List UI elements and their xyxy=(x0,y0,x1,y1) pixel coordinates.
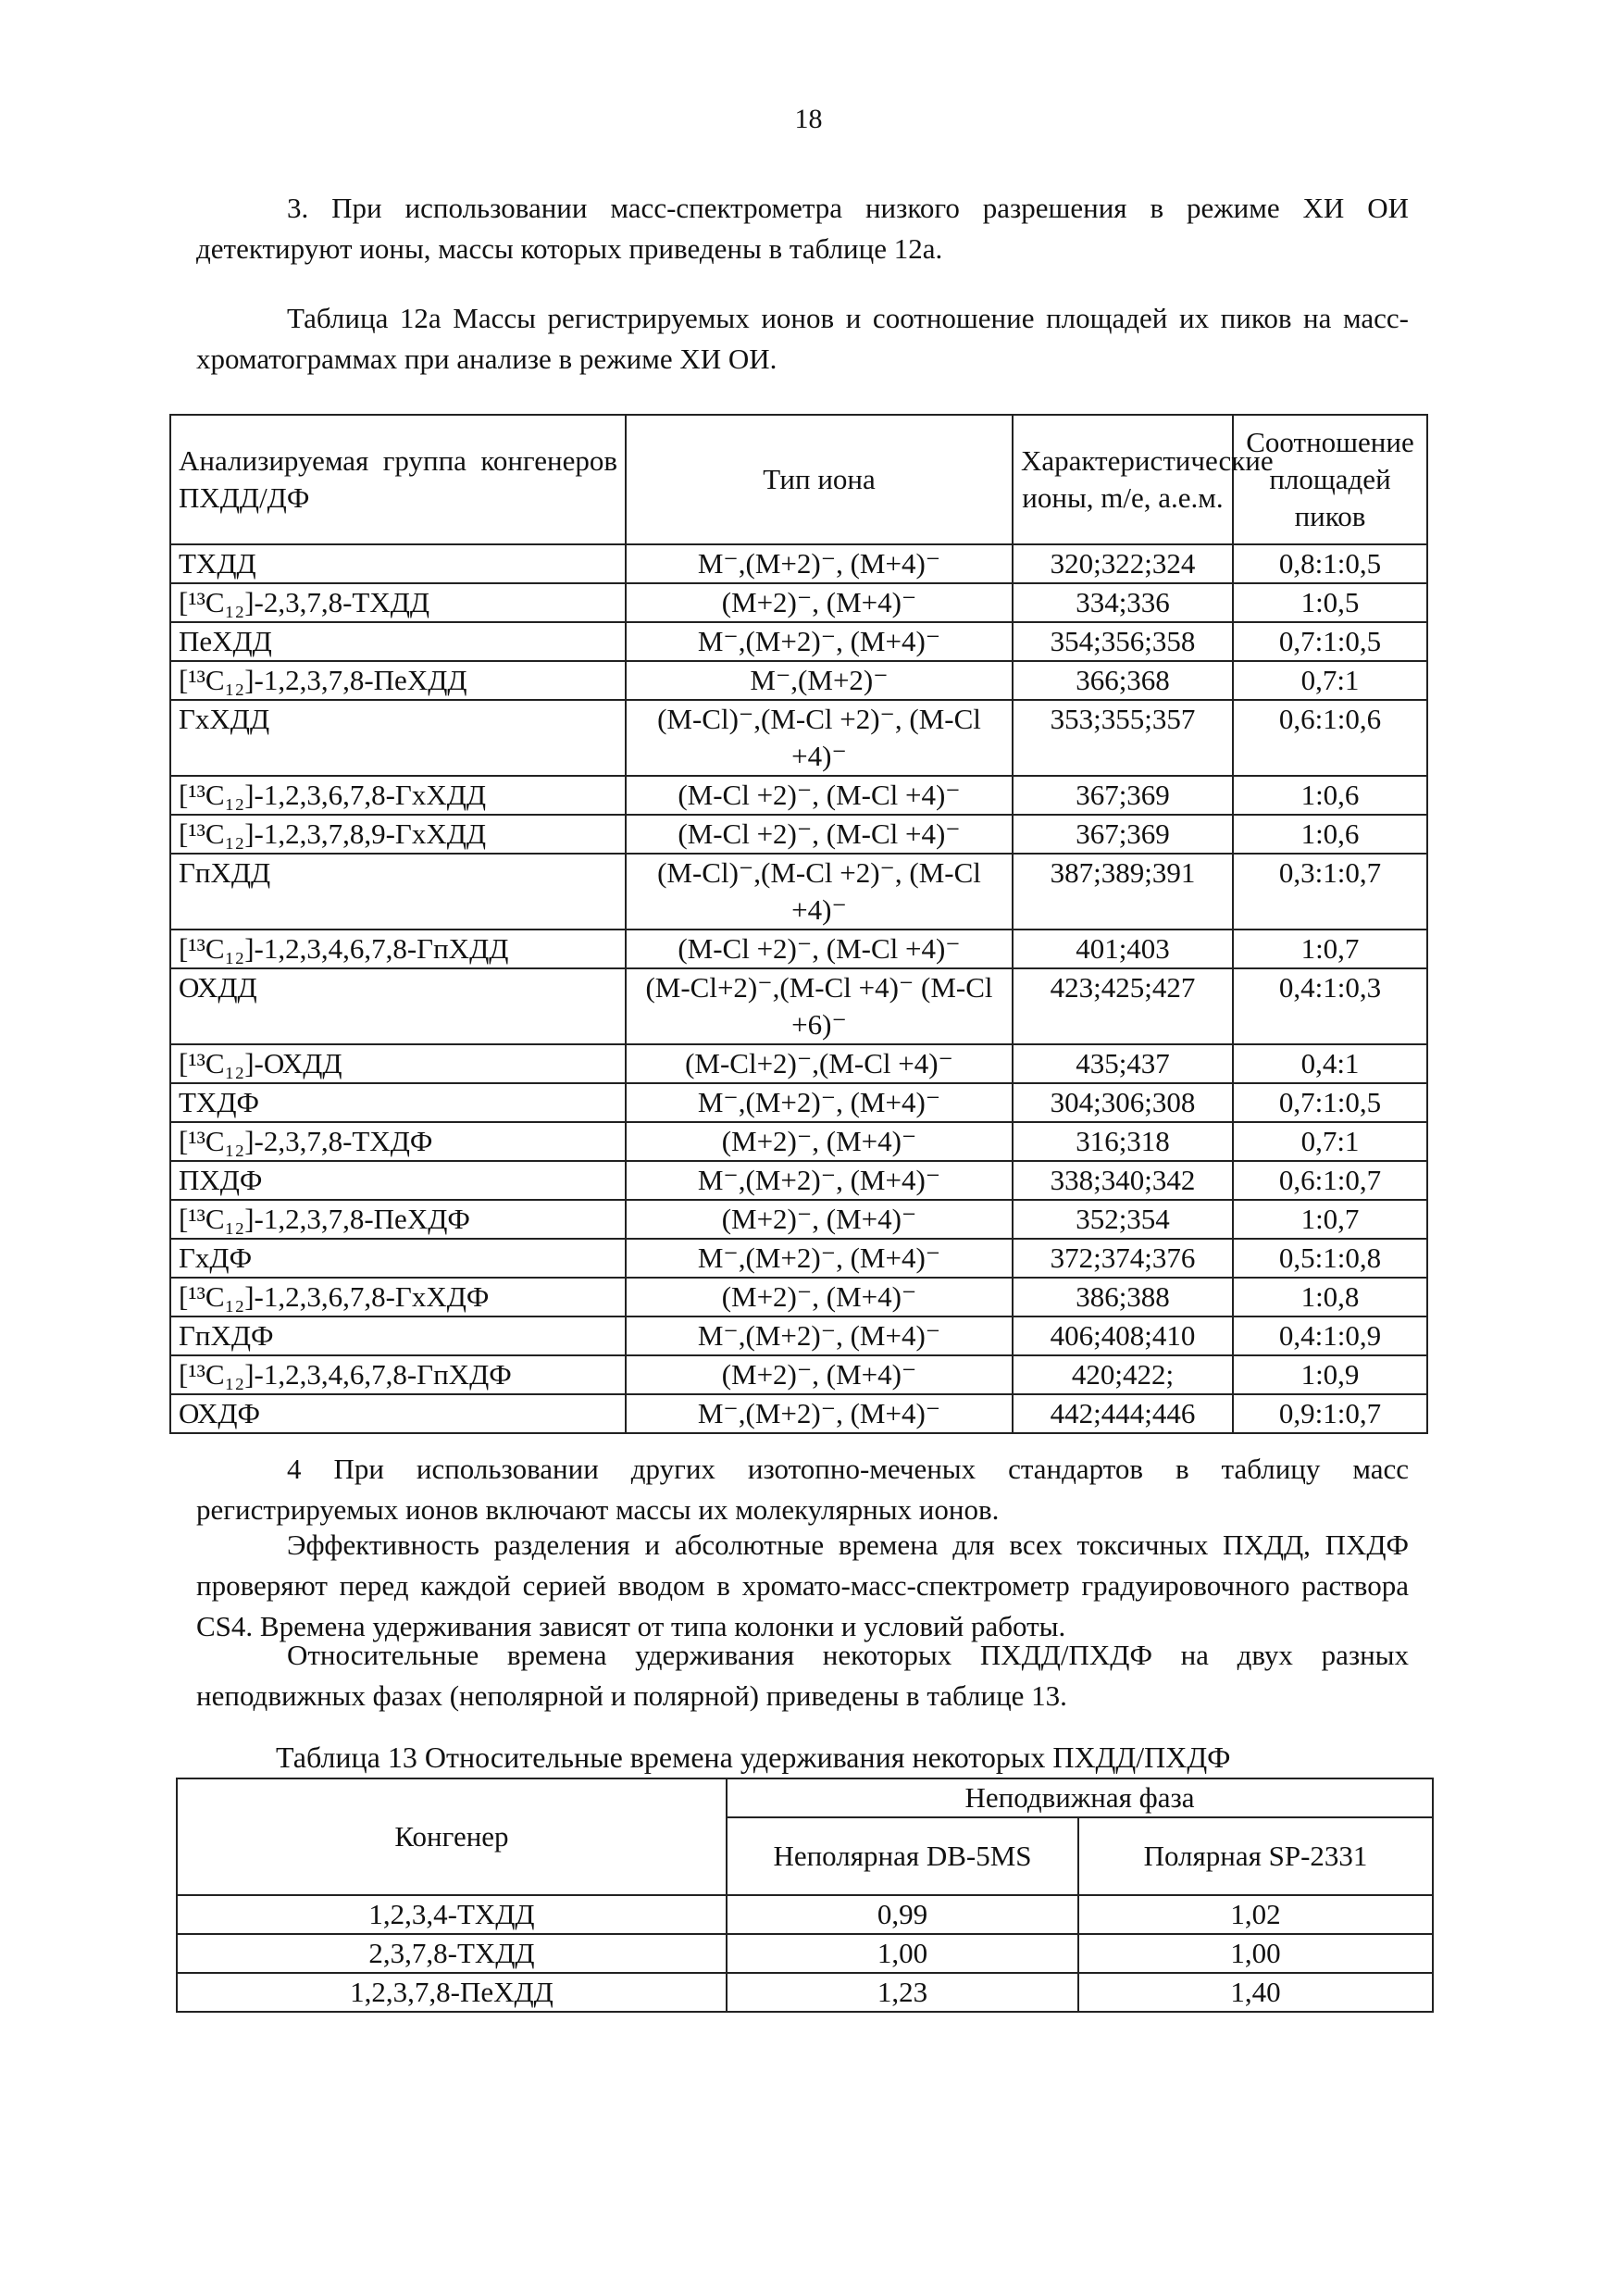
ratio-cell: 1:0,7 xyxy=(1233,930,1427,968)
nonpolar-value-cell: 1,23 xyxy=(727,1973,1078,2012)
ions-cell: 401;403 xyxy=(1013,930,1233,968)
congener-cell: 1,2,3,4-ТХДД xyxy=(177,1895,727,1934)
ion-type-cell: M⁻,(M+2)⁻ xyxy=(626,661,1013,700)
table-12a-body xyxy=(170,544,1427,1433)
ions-cell: 354;356;358 xyxy=(1013,622,1233,661)
ion-type-cell: (M+2)⁻, (M+4)⁻ xyxy=(626,583,1013,622)
ratio-cell: 0,6:1:0,7 xyxy=(1233,1161,1427,1200)
table-row xyxy=(170,1239,1427,1278)
congener-group-cell: [¹³C₁₂]-ОХДД xyxy=(170,1044,626,1083)
ion-type-cell: (M+2)⁻, (M+4)⁻ xyxy=(626,1278,1013,1316)
ions-cell: 334;336 xyxy=(1013,583,1233,622)
ions-cell: 406;408;410 xyxy=(1013,1316,1233,1355)
ratio-cell: 1:0,8 xyxy=(1233,1278,1427,1316)
table-12a-caption: Таблица 12а Массы регистрируемых ионов и соотношение площадей их пиков на масс-хроматограммах при анализе в режиме ХИ ОИ. xyxy=(196,302,1409,375)
header-congener-group: Анализируемая группа конгенеров ПХДД/ДФ xyxy=(170,415,626,544)
congener-group-cell: ГхДФ xyxy=(170,1239,626,1278)
congener-group-cell: ПеХДД xyxy=(170,622,626,661)
ratio-cell: 1:0,6 xyxy=(1233,776,1427,815)
ratio-cell: 1:0,6 xyxy=(1233,815,1427,854)
table-row xyxy=(170,930,1427,968)
congener-group-cell: [¹³C₁₂]-1,2,3,7,8-ПеХДД xyxy=(170,661,626,700)
ion-type-cell: (M-Cl+2)⁻,(M-Cl +4)⁻ xyxy=(626,1044,1013,1083)
ion-type-cell: (M+2)⁻, (M+4)⁻ xyxy=(626,1355,1013,1394)
ions-cell: 304;306;308 xyxy=(1013,1083,1233,1122)
polar-value-cell: 1,00 xyxy=(1078,1934,1433,1973)
congener-group-cell: [¹³C₁₂]-1,2,3,4,6,7,8-ГпХДФ xyxy=(170,1355,626,1394)
polar-value-cell: 1,40 xyxy=(1078,1973,1433,2012)
congener-group-cell: ГпХДД xyxy=(170,854,626,930)
ions-cell: 367;369 xyxy=(1013,815,1233,854)
ratio-cell: 0,4:1 xyxy=(1233,1044,1427,1083)
ion-type-cell: (M-Cl)⁻,(M-Cl +2)⁻, (M-Cl +4)⁻ xyxy=(626,700,1013,776)
ratio-cell: 0,6:1:0,6 xyxy=(1233,700,1427,776)
ratio-cell: 0,5:1:0,8 xyxy=(1233,1239,1427,1278)
ion-type-cell: M⁻,(M+2)⁻, (M+4)⁻ xyxy=(626,622,1013,661)
ratio-cell: 1:0,5 xyxy=(1233,583,1427,622)
congener-group-cell: [¹³C₁₂]-1,2,3,7,8,9-ГхХДД xyxy=(170,815,626,854)
ratio-cell: 0,7:1 xyxy=(1233,661,1427,700)
congener-group-cell: ПХДФ xyxy=(170,1161,626,1200)
header-stationary-phase: Неподвижная фаза xyxy=(727,1778,1433,1817)
table-row xyxy=(170,700,1427,776)
header-ion-type: Тип иона xyxy=(626,415,1013,544)
table-row xyxy=(170,1044,1427,1083)
table-12a xyxy=(169,414,1428,1434)
congener-cell: 2,3,7,8-ТХДД xyxy=(177,1934,727,1973)
table-row xyxy=(170,622,1427,661)
table-12a-header-row xyxy=(170,415,1427,544)
ratio-cell: 0,7:1:0,5 xyxy=(1233,622,1427,661)
congener-group-cell: ОХДФ xyxy=(170,1394,626,1433)
header-characteristic-ions: Характеристические ионы, m/e, а.е.м. xyxy=(1013,415,1233,544)
header-nonpolar: Неполярная DB-5MS xyxy=(727,1817,1078,1895)
congener-group-cell: [¹³C₁₂]-2,3,7,8-ТХДД xyxy=(170,583,626,622)
ratio-cell: 0,4:1:0,9 xyxy=(1233,1316,1427,1355)
ion-type-cell: M⁻,(M+2)⁻, (M+4)⁻ xyxy=(626,1239,1013,1278)
ion-type-cell: (M-Cl +2)⁻, (M-Cl +4)⁻ xyxy=(626,815,1013,854)
ions-cell: 316;318 xyxy=(1013,1122,1233,1161)
table-row xyxy=(170,1394,1427,1433)
paragraph-2: 4 При использовании других изотопно-меченых стандартов в таблицу масс регистрируемых ионов включают массы их молекулярных ионов. xyxy=(196,1453,1409,1526)
nonpolar-value-cell: 1,00 xyxy=(727,1934,1078,1973)
ion-type-cell: (M+2)⁻, (M+4)⁻ xyxy=(626,1200,1013,1239)
paragraph-4: Относительные времена удерживания некоторых ПХДД/ПХДФ на двух разных неподвижных фазах (неполярной и полярной) приведены в таблице 13. xyxy=(196,1639,1409,1712)
congener-group-cell: ОХДД xyxy=(170,968,626,1044)
table-13-body xyxy=(177,1895,1433,2012)
ratio-cell: 0,7:1 xyxy=(1233,1122,1427,1161)
table-row xyxy=(170,1355,1427,1394)
ion-type-cell: M⁻,(M+2)⁻, (M+4)⁻ xyxy=(626,1161,1013,1200)
table-row xyxy=(170,776,1427,815)
header-polar: Полярная SP-2331 xyxy=(1078,1817,1433,1895)
congener-group-cell: [¹³C₁₂]-2,3,7,8-ТХДФ xyxy=(170,1122,626,1161)
ions-cell: 353;355;357 xyxy=(1013,700,1233,776)
ions-cell: 420;422; xyxy=(1013,1355,1233,1394)
nonpolar-value-cell: 0,99 xyxy=(727,1895,1078,1934)
table-row xyxy=(170,1278,1427,1316)
ion-type-cell: (M-Cl +2)⁻, (M-Cl +4)⁻ xyxy=(626,776,1013,815)
table-row xyxy=(177,1895,1433,1934)
ion-type-cell: (M-Cl+2)⁻,(M-Cl +4)⁻ (M-Cl +6)⁻ xyxy=(626,968,1013,1044)
ions-cell: 320;322;324 xyxy=(1013,544,1233,583)
ions-cell: 435;437 xyxy=(1013,1044,1233,1083)
ion-type-cell: M⁻,(M+2)⁻, (M+4)⁻ xyxy=(626,1394,1013,1433)
congener-group-cell: ТХДФ xyxy=(170,1083,626,1122)
ions-cell: 338;340;342 xyxy=(1013,1161,1233,1200)
congener-group-cell: ГпХДФ xyxy=(170,1316,626,1355)
table-row xyxy=(170,1083,1427,1122)
table-row xyxy=(170,1161,1427,1200)
table-13 xyxy=(176,1778,1434,2013)
table-row xyxy=(170,968,1427,1044)
congener-group-cell: [¹³C₁₂]-1,2,3,6,7,8-ГхХДД xyxy=(170,776,626,815)
table-row xyxy=(170,1122,1427,1161)
table-row xyxy=(177,1934,1433,1973)
header-congener: Конгенер xyxy=(177,1778,727,1895)
paragraph-1: 3. При использовании масс-спектрометра низкого разрешения в режиме ХИ ОИ детектируют ионы, массы которых приведены в таблице 12а. xyxy=(196,192,1409,265)
ratio-cell: 0,8:1:0,5 xyxy=(1233,544,1427,583)
table-row xyxy=(177,1973,1433,2012)
ratio-cell: 0,7:1:0,5 xyxy=(1233,1083,1427,1122)
ions-cell: 386;388 xyxy=(1013,1278,1233,1316)
ion-type-cell: M⁻,(M+2)⁻, (M+4)⁻ xyxy=(626,1316,1013,1355)
ratio-cell: 1:0,9 xyxy=(1233,1355,1427,1394)
table-row xyxy=(170,815,1427,854)
ions-cell: 387;389;391 xyxy=(1013,854,1233,930)
ions-cell: 367;369 xyxy=(1013,776,1233,815)
ion-type-cell: M⁻,(M+2)⁻, (M+4)⁻ xyxy=(626,544,1013,583)
congener-group-cell: [¹³C₁₂]-1,2,3,4,6,7,8-ГпХДД xyxy=(170,930,626,968)
ratio-cell: 0,9:1:0,7 xyxy=(1233,1394,1427,1433)
ion-type-cell: (M-Cl +2)⁻, (M-Cl +4)⁻ xyxy=(626,930,1013,968)
congener-group-cell: ТХДД xyxy=(170,544,626,583)
ion-type-cell: M⁻,(M+2)⁻, (M+4)⁻ xyxy=(626,1083,1013,1122)
ions-cell: 442;444;446 xyxy=(1013,1394,1233,1433)
congener-group-cell: [¹³C₁₂]-1,2,3,7,8-ПеХДФ xyxy=(170,1200,626,1239)
congener-cell: 1,2,3,7,8-ПеХДД xyxy=(177,1973,727,2012)
ratio-cell: 0,4:1:0,3 xyxy=(1233,968,1427,1044)
ion-type-cell: (M+2)⁻, (M+4)⁻ xyxy=(626,1122,1013,1161)
paragraph-3: Эффективность разделения и абсолютные времена для всех токсичных ПХДД, ПХДФ проверяют перед каждой серией вводом в хромато-масс-спектрометр градуировочного раствора CS4. Времена удерживания зависят от типа колонки и условий работы. xyxy=(196,1529,1409,1642)
table-row xyxy=(170,1200,1427,1239)
ratio-cell: 0,3:1:0,7 xyxy=(1233,854,1427,930)
table-row xyxy=(170,544,1427,583)
table-row xyxy=(170,1316,1427,1355)
table-13-caption: Таблица 13 Относительные времена удерживания некоторых ПХДД/ПХДФ xyxy=(276,1741,1231,1774)
table-row xyxy=(170,583,1427,622)
polar-value-cell: 1,02 xyxy=(1078,1895,1433,1934)
ions-cell: 423;425;427 xyxy=(1013,968,1233,1044)
ratio-cell: 1:0,7 xyxy=(1233,1200,1427,1239)
ions-cell: 352;354 xyxy=(1013,1200,1233,1239)
table-row xyxy=(170,661,1427,700)
ions-cell: 372;374;376 xyxy=(1013,1239,1233,1278)
page-number: 18 xyxy=(794,104,823,134)
congener-group-cell: ГхХДД xyxy=(170,700,626,776)
table-row xyxy=(170,854,1427,930)
ion-type-cell: (M-Cl)⁻,(M-Cl +2)⁻, (M-Cl +4)⁻ xyxy=(626,854,1013,930)
congener-group-cell: [¹³C₁₂]-1,2,3,6,7,8-ГхХДФ xyxy=(170,1278,626,1316)
ions-cell: 366;368 xyxy=(1013,661,1233,700)
table-13-header-row-1 xyxy=(177,1778,1433,1817)
header-peak-area-ratio: Соотношение площадей пиков xyxy=(1233,415,1427,544)
